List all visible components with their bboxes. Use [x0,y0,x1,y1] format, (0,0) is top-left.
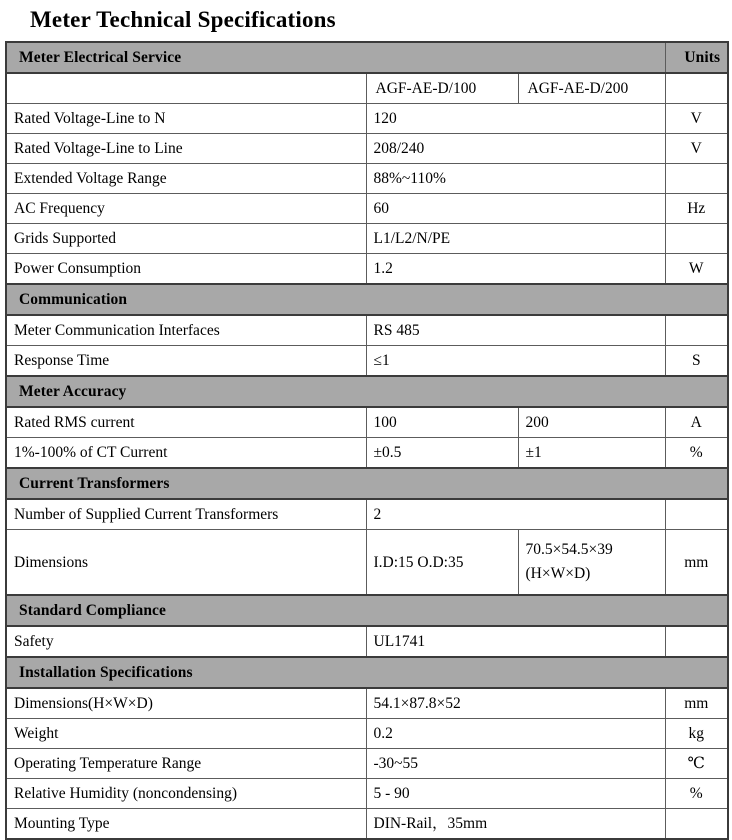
section-heading: Current Transformers [6,468,728,499]
section-header-row [6,657,728,688]
row-value: 0.2 [366,719,665,749]
section-heading: Communication [6,284,728,315]
row-label: Power Consumption [6,254,366,285]
section-heading: Standard Compliance [6,595,728,626]
table-row [6,134,728,164]
row-label: Rated Voltage-Line to Line [6,134,366,164]
model-column-1-header: AGF-AE-D/100 [366,73,518,104]
row-value: DIN-Rail，35mm [366,809,665,840]
row-units [665,224,728,254]
section-header-row [6,284,728,315]
row-label: Safety [6,626,366,657]
row-units: % [665,438,728,469]
row-value: 88%~110% [366,164,665,194]
section-heading: Installation Specifications [6,657,728,688]
table-row [6,626,728,657]
row-label: Dimensions [6,530,366,596]
row-value: -30~55 [366,749,665,779]
table-row [6,809,728,840]
row-units: W [665,254,728,285]
specifications-table [5,41,729,840]
row-label: Dimensions(H×W×D) [6,688,366,719]
row-value-model-1: I.D:15 O.D:35 [366,530,518,596]
page-title: Meter Technical Specifications [30,7,336,32]
table-row [6,779,728,809]
section-heading: Meter Accuracy [6,376,728,407]
row-units: S [665,346,728,377]
table-row [6,73,728,104]
row-label: AC Frequency [6,194,366,224]
row-units [665,626,728,657]
row-value-model-2: 200 [518,407,665,438]
row-value: 5 - 90 [366,779,665,809]
row-value: UL1741 [366,626,665,657]
row-units [665,164,728,194]
ct-dimensions-line-2: (H×W×D) [525,565,591,582]
row-value: 60 [366,194,665,224]
row-units [665,73,728,104]
row-value-model-2 [518,530,665,596]
table-row [6,254,728,285]
units-column-header: Units [665,42,728,73]
section-heading: Meter Electrical Service [6,42,665,73]
row-value: ≤1 [366,346,665,377]
row-value-model-1: ±0.5 [366,438,518,469]
section-header-row [6,42,728,73]
row-value: RS 485 [366,315,665,346]
row-units: mm [665,530,728,596]
row-label: Rated RMS current [6,407,366,438]
row-label: Response Time [6,346,366,377]
section-header-row [6,376,728,407]
table-row [6,164,728,194]
table-row [6,438,728,469]
row-value: 54.1×87.8×52 [366,688,665,719]
section-header-row [6,468,728,499]
table-row [6,719,728,749]
row-units: A [665,407,728,438]
row-units: Hz [665,194,728,224]
row-value: 2 [366,499,665,530]
row-value-model-2: ±1 [518,438,665,469]
row-label: Mounting Type [6,809,366,840]
section-header-row [6,595,728,626]
row-units: V [665,104,728,134]
row-units [665,315,728,346]
row-label: 1%-100% of CT Current [6,438,366,469]
row-value: 1.2 [366,254,665,285]
table-row [6,194,728,224]
row-value: 120 [366,104,665,134]
row-units: % [665,779,728,809]
table-row [6,104,728,134]
row-label: Grids Supported [6,224,366,254]
table-row [6,749,728,779]
table-row [6,499,728,530]
table-row [6,224,728,254]
row-value-model-1: 100 [366,407,518,438]
row-label: Meter Communication Interfaces [6,315,366,346]
row-label: Operating Temperature Range [6,749,366,779]
row-value: 208/240 [366,134,665,164]
table-row [6,315,728,346]
ct-dimensions-line-1: 70.5×54.5×39 [525,541,613,558]
specifications-table-body [6,42,728,839]
row-label: Extended Voltage Range [6,164,366,194]
model-column-2-header: AGF-AE-D/200 [518,73,665,104]
row-value: L1/L2/N/PE [366,224,665,254]
row-units: V [665,134,728,164]
row-units: ℃ [665,749,728,779]
row-units [665,499,728,530]
row-units [665,809,728,840]
row-units: mm [665,688,728,719]
table-row [6,530,728,596]
table-row [6,346,728,377]
row-label: Weight [6,719,366,749]
row-label: Relative Humidity (noncondensing) [6,779,366,809]
row-label: Rated Voltage-Line to N [6,104,366,134]
row-label: Number of Supplied Current Transformers [6,499,366,530]
table-row [6,688,728,719]
table-row [6,407,728,438]
row-label [6,73,366,104]
row-units: kg [665,719,728,749]
